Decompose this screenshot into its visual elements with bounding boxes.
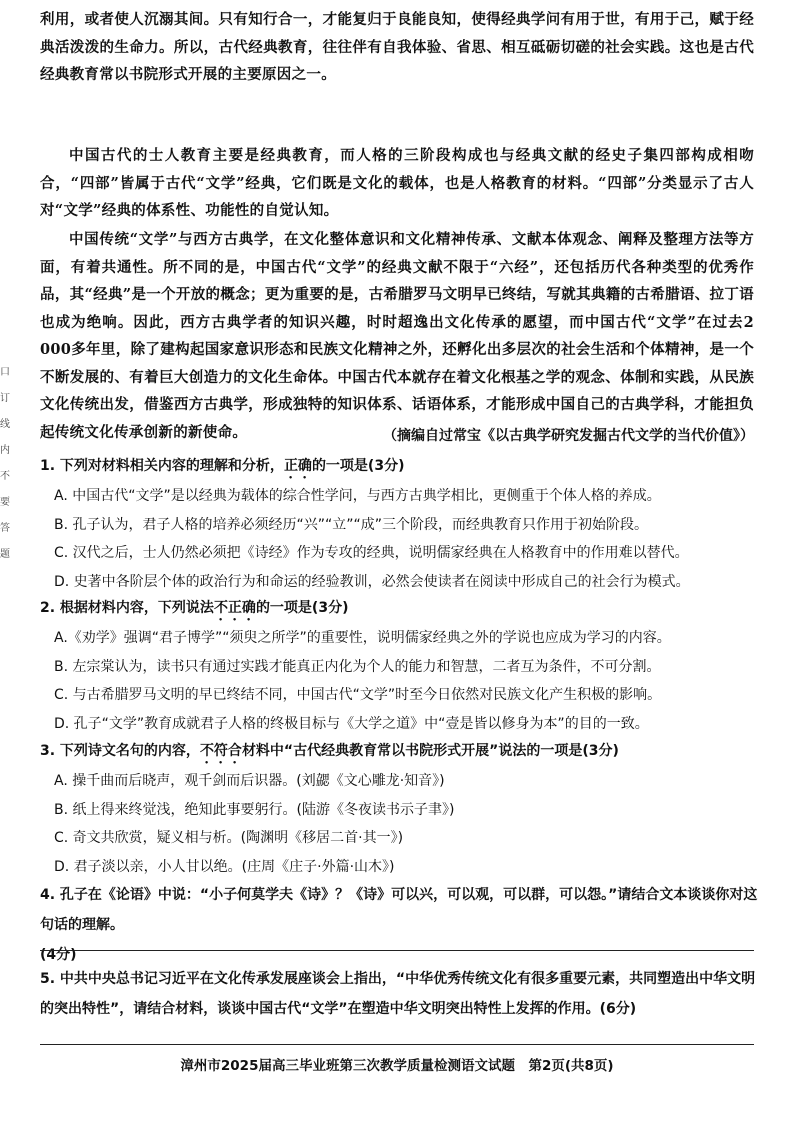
option-b: B. 纸上得来终觉浅，绝知此事要躬行。(陆游《冬夜读书示子聿》) (54, 801, 455, 818)
option-d: D. 孔子“文学”教育成就君子人格的终极目标与《大学之道》中“壹是皆以修身为本”的目的一致。 (54, 715, 649, 732)
option-c: C. 奇文共欣赏，疑义相与析。(陶渊明《移居二首·其一》) (54, 830, 404, 847)
passage-paragraph-3: 中国传统“文学”与西方古典学，在文化整体意识和文化精神传承、文献本体观念、阐释及整理方法等方面，有着共通性。所不同的是，中国古代“文学”的经典文献不限于“六经”，还包括历代各种类型的优秀作品，其“经典”是一个开放的概念；更为重要的是，古希腊罗马文明早已终结，写就其典籍的古希腊语、拉丁语也成为绝响。因此，西方古典学者的知识兴趣，时时超逸出文化传承的愿望，而中国古代“文学”在过去2 000多年里，除了建构起国家意识形态和民族文化精神之外，还孵化出多层次的社会生活和个体精神，是一个不断发展的、有着巨大创造力的文化生命体。中国古代本就存在着文化根基之学的观念、体制和实践，从民族文化传统出发，借鉴西方古典学，形成独特的知识体系、话语体系，才能形成中国自己的古典学科，才能担负起传统文化传承创新的新使命。 (40, 231, 754, 441)
stem-prefix: 1. 下列对材料相关内容的理解和分析， (40, 458, 284, 474)
question-stem (40, 452, 760, 482)
stem-suffix: 的一项是(3分) (255, 600, 349, 616)
question-stem (40, 594, 760, 624)
option-d: D. 史著中各阶层个体的政治行为和命运的经验教训，必然会使读者在阅读中形成自己的社会行为模式。 (54, 573, 690, 590)
question-stem: 5. 中共中央总书记习近平在文化传承发展座谈会上指出，“中华优秀传统文化有很多重要元素，共同塑造出中华文明的突出特性”，请结合材料，谈谈中国古代“文学”在塑造中华文明突出特性上发挥的作用。(6分) (40, 971, 756, 1017)
option-c: C. 汉代之后，士人仍然必须把《诗经》作为专攻的经典，说明儒家经典在人格教育中的作用难以替代。 (54, 545, 689, 562)
question-2 (40, 594, 760, 738)
question-stem (40, 737, 760, 767)
score-label: (4分) (40, 947, 77, 963)
emphasis-mark: 不正确 (213, 600, 256, 616)
binding-margin-marks: 口 订 线 内 不 要 答 题 (0, 367, 10, 560)
question-stem (40, 880, 760, 970)
option-d: D. 君子淡以亲，小人甘以绝。(庄周《庄子·外篇·山木》) (54, 858, 395, 875)
question-3 (40, 737, 760, 881)
option-b: B. 左宗棠认为，读书只有通过实践才能真正内化为个人的能力和智慧，二者互为条件，不可分割。 (54, 658, 661, 675)
question-5 (40, 964, 760, 1024)
stem-suffix: 的一项是(3分) (311, 458, 405, 474)
passage-paragraph-1: 利用，或者使人沉溺其间。只有知行合一，才能复归于良能良知，使得经典学问有用于世，有用于己，赋于经典活泼泼的生命力。所以，古代经典教育，往往伴有自我体验、省思、相互砥砺切磋的社会实践。这也是古代经典教育常以书院形式开展的主要原因之一。 (40, 11, 754, 83)
passage-paragraph-2: 中国古代的士人教育主要是经典教育，而人格的三阶段构成也与经典文献的经史子集四部构成相吻合，“四部”皆属于古代“文学”经典，它们既是文化的载体，也是人格教育的材料。“四部”分类显示了古人对“文学”经典的体系性、功能性的自觉认知。 (40, 147, 754, 219)
footer-divider (40, 1044, 754, 1045)
answer-divider (40, 950, 754, 951)
emphasis-mark: 正确 (283, 458, 312, 474)
stem-prefix: 2. 根据材料内容，下列说法 (40, 600, 214, 616)
page-footer: 漳州市2025届高三毕业班第三次教学质量检测语文试题 第2页(共8页) (180, 1058, 614, 1074)
question-1 (40, 452, 760, 596)
emphasis-mark: 不符合 (199, 743, 242, 759)
stem-text: 4. 孔子在《论语》中说：“小子何莫学夫《诗》？《诗》可以兴，可以观，可以群，可以怨。”请结合文本谈谈你对这句话的理解。 (40, 887, 758, 933)
stem-prefix: 3. 下列诗文名句的内容， (40, 743, 200, 759)
option-a: A. 操千曲而后晓声，观千剑而后识器。(刘勰《文心雕龙·知音》) (54, 773, 445, 789)
option-a: A.《劝学》强调“君子博学”“须臾之所学”的重要性，说明儒家经典之外的学说也应成为学习的内容。 (54, 630, 671, 646)
option-a: A. 中国古代“文学”是以经典为载体的综合性学问，与西方古典学相比，更侧重于个体人格的养成。 (54, 488, 661, 504)
passage-source: （摘编自过常宝《以古典学研究发掘古代文学的当代价值》） (383, 428, 754, 444)
question-4 (40, 880, 760, 970)
option-c: C. 与古希腊罗马文明的早已终结不同，中国古代“文学”时至今日依然对民族文化产生积极的影响。 (54, 687, 662, 704)
stem-suffix: 材料中“古代经典教育常以书院形式开展”说法的一项是(3分) (241, 743, 619, 759)
option-b: B. 孔子认为，君子人格的培养必须经历“兴”“立”“成”三个阶段，而经典教育只作用于初始阶段。 (54, 516, 649, 533)
